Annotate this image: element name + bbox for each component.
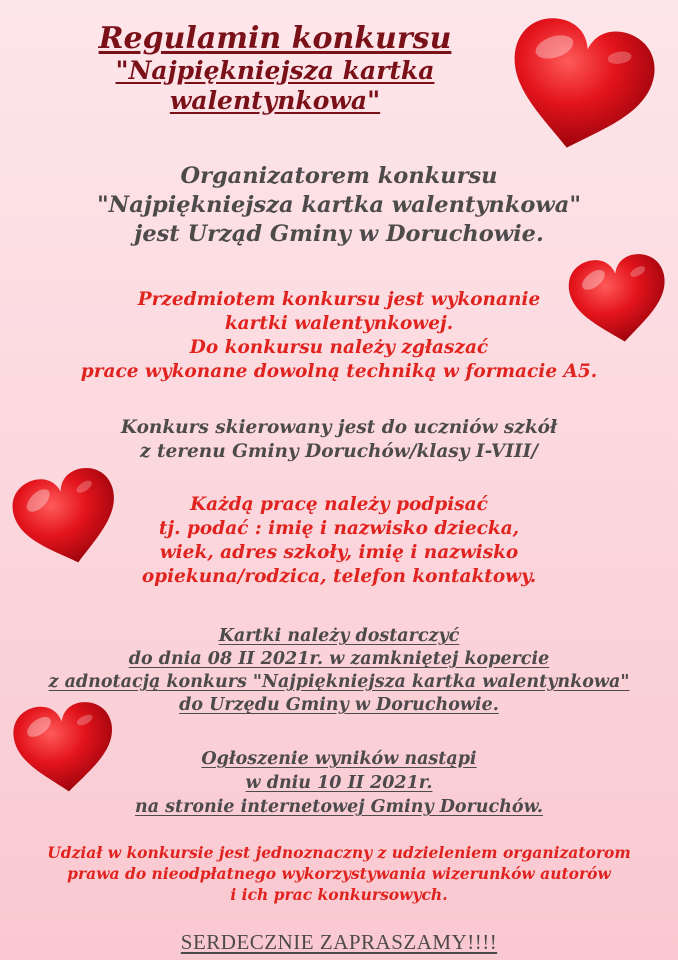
page-title: [70, 22, 480, 116]
subject-paragraph: [0, 288, 678, 384]
invitation-text: SERDECZNIE ZAPRASZAMY!!!!: [180, 930, 498, 954]
signing-line: tj. podać : imię i nazwisko dziecka,: [158, 518, 520, 539]
target-line: Konkurs skierowany jest do uczniów szkół: [120, 417, 558, 438]
results-line: Ogłoszenie wyników nastąpi: [201, 749, 477, 769]
heart-icon: [485, 4, 674, 170]
delivery-line: z adnotacją konkurs "Najpiękniejsza kartka walentynkowa": [48, 672, 630, 692]
target-paragraph: [0, 416, 678, 464]
subject-line: Przedmiotem konkursu jest wykonanie: [137, 289, 541, 310]
signing-line: Każdą pracę należy podpisać: [190, 494, 488, 515]
signing-paragraph: [0, 493, 678, 589]
delivery-line: do Urzędu Gminy w Doruchowie.: [179, 695, 499, 715]
delivery-line: Kartki należy dostarczyć: [218, 626, 460, 646]
signing-line: opiekuna/rodzica, telefon kontaktowy.: [141, 566, 537, 587]
results-paragraph: [0, 747, 678, 819]
organizer-line: jest Urząd Gminy w Doruchowie.: [134, 221, 544, 247]
organizer-line: Organizatorem konkursu: [180, 163, 498, 189]
delivery-line: do dnia 08 II 2021r. w zamkniętej kopercie: [128, 649, 550, 669]
invitation-footer: [0, 929, 678, 955]
title-line-2: "Najpiękniejsza kartka: [115, 56, 435, 85]
consent-paragraph: [0, 842, 678, 905]
consent-line: Udział w konkursie jest jednoznaczny z udzieleniem organizatorom: [47, 843, 631, 862]
consent-line: i ich prac konkursowych.: [230, 885, 448, 904]
subject-line: kartki walentynkowej.: [224, 313, 454, 334]
title-line-1: Regulamin konkursu: [98, 21, 452, 56]
subject-line: prace wykonane dowolną techniką w formacie A5.: [80, 361, 598, 382]
results-line: na stronie internetowej Gminy Doruchów.: [135, 797, 543, 817]
consent-line: prawa do nieodpłatnego wykorzystywania wizerunków autorów: [67, 864, 611, 883]
organizer-line: "Najpiękniejsza kartka walentynkowa": [96, 192, 582, 218]
target-line: z terenu Gminy Doruchów/klasy I-VIII/: [140, 441, 538, 462]
subject-line: Do konkursu należy zgłaszać: [189, 337, 489, 358]
signing-line: wiek, adres szkoły, imię i nazwisko: [159, 542, 519, 563]
delivery-paragraph: [0, 625, 678, 717]
title-line-3: walentynkowa": [169, 86, 381, 115]
organizer-paragraph: [0, 162, 678, 249]
results-line: w dniu 10 II 2021r.: [245, 773, 433, 793]
